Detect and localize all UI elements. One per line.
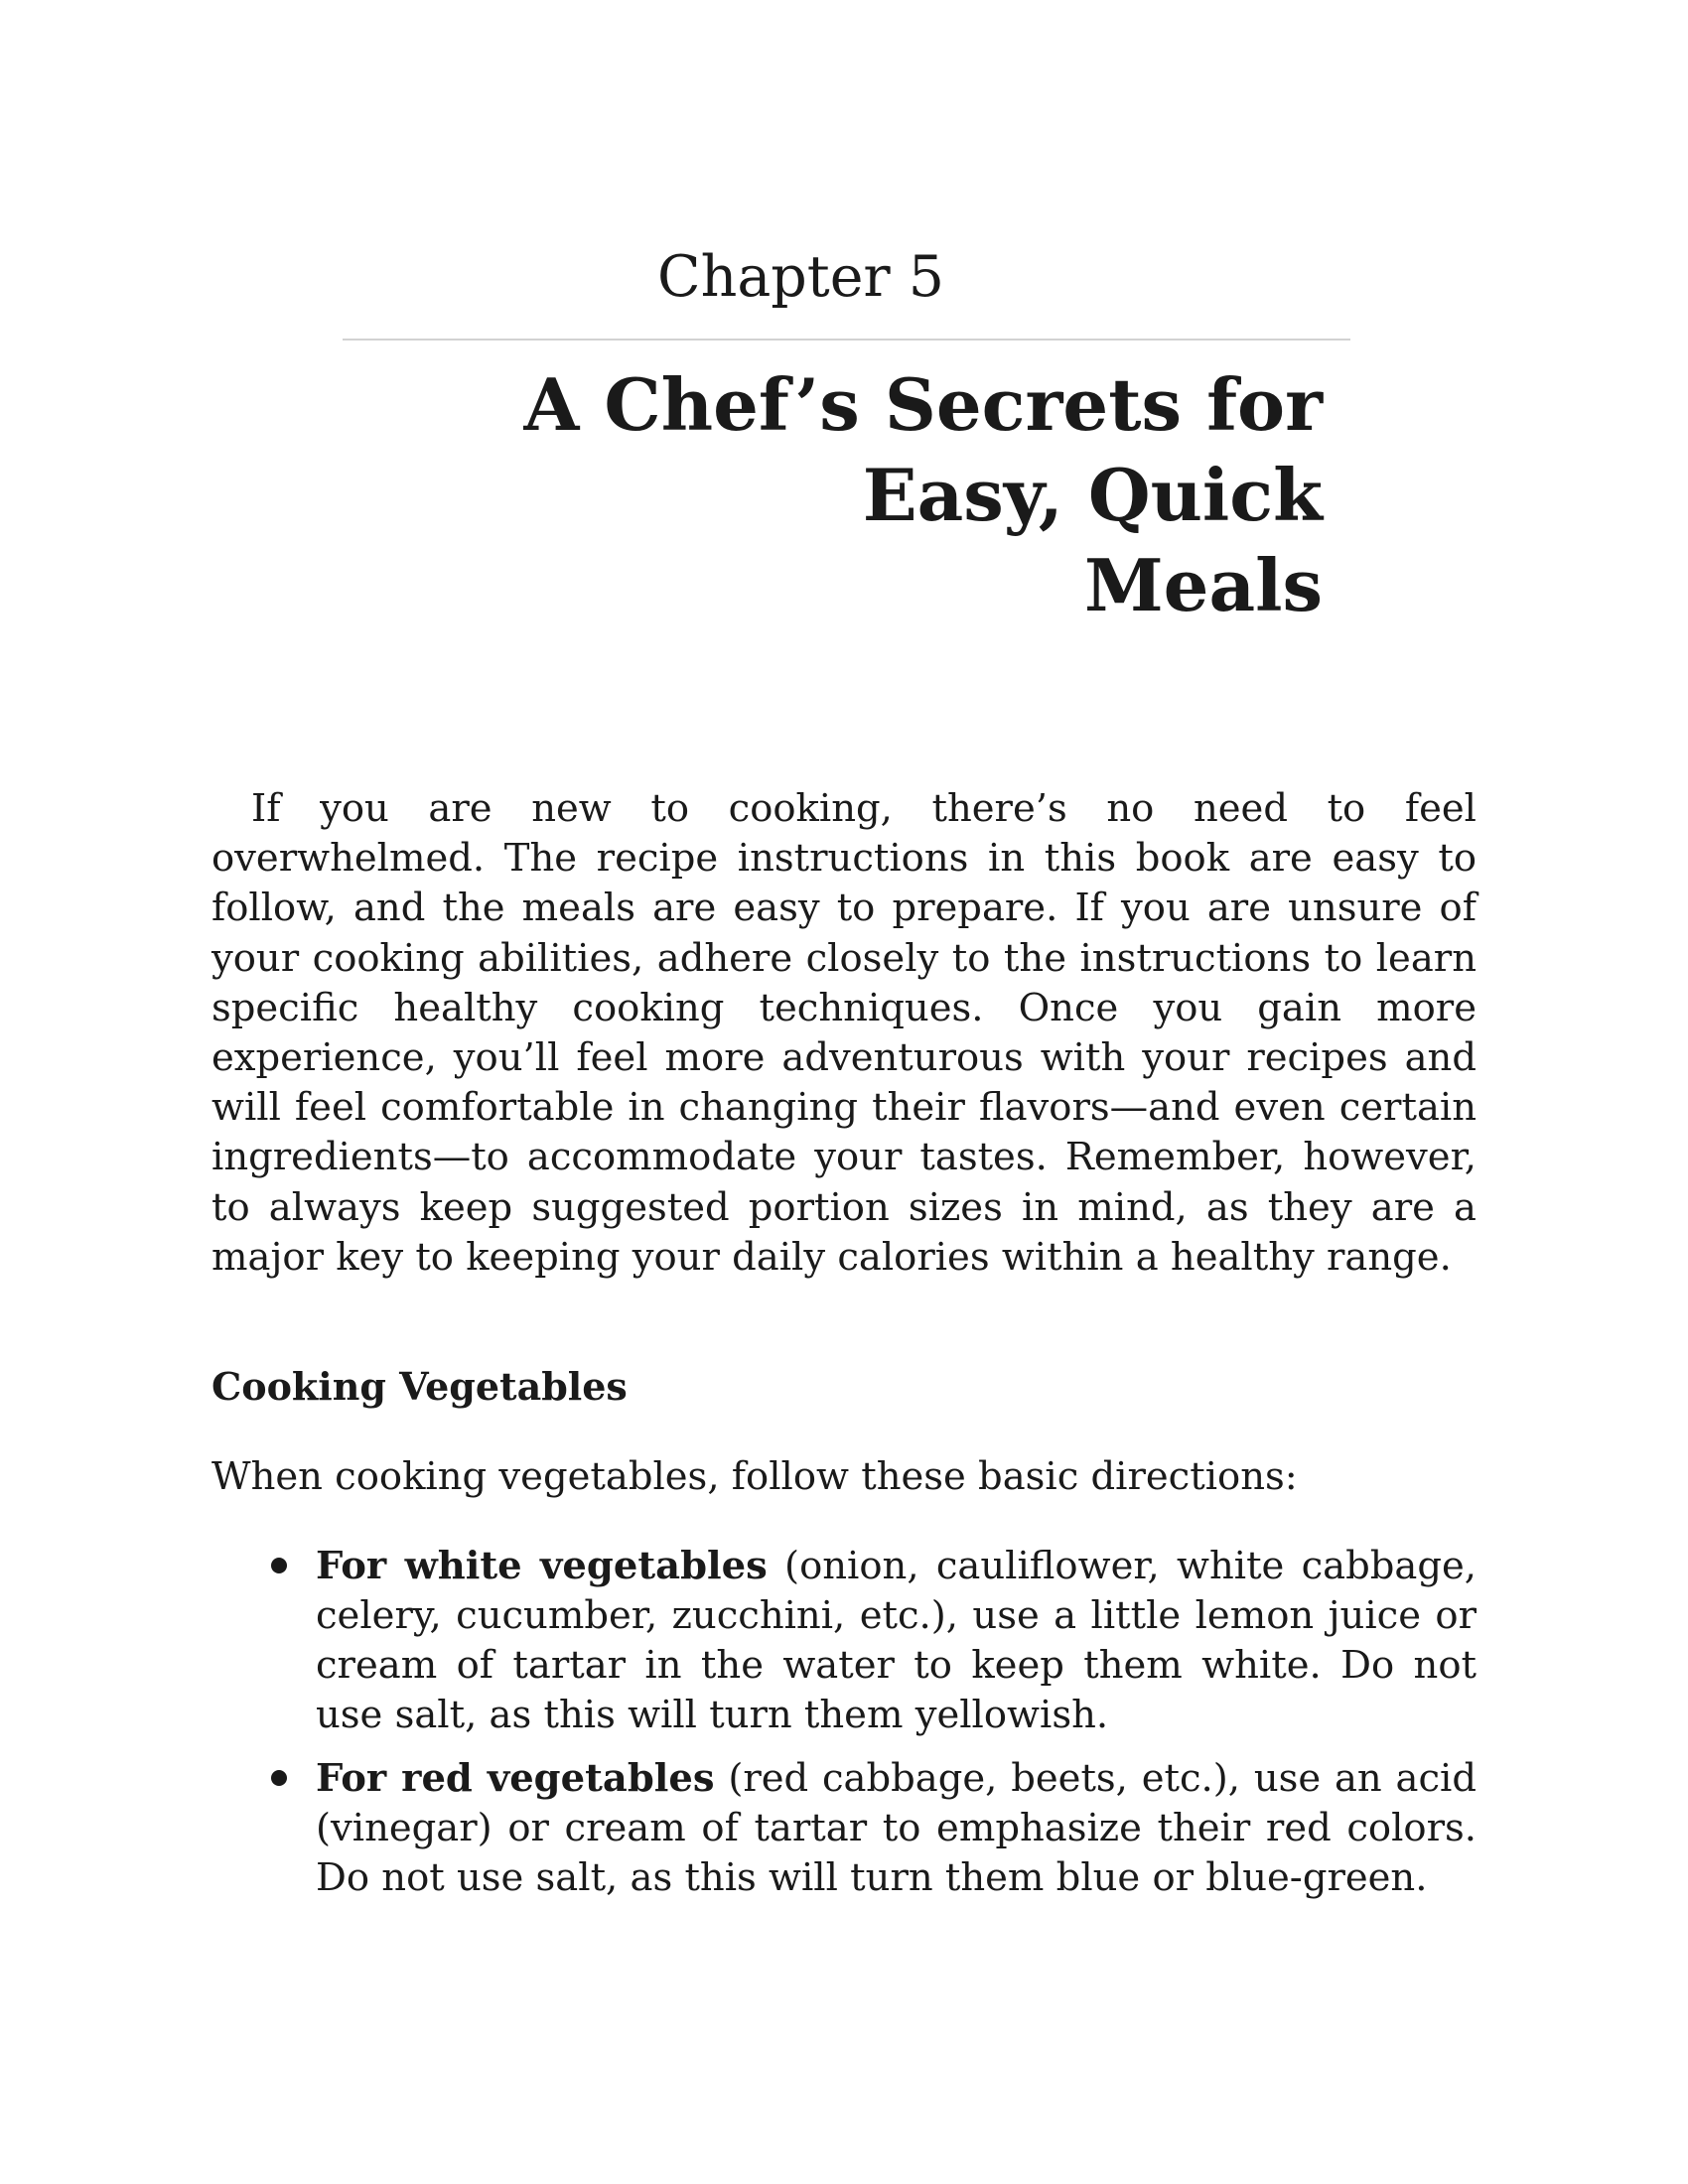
- list-item-text: (onion, cauliflower, white cabbage, celery, cucumber, zucchini, etc.), use a little lemon juice or cream of tartar in the water to keep them white. Do not use salt, as this will turn them yellowish.: [316, 1544, 1477, 1737]
- section-heading: Cooking Vegetables: [211, 1364, 628, 1409]
- intro-paragraph: If you are new to cooking, there’s no need to feel overwhelmed. The recipe instructions in this book are easy to follow, and the meals are easy to prepare. If you are unsure of your cooking abilities, adhere closely to the instructions to learn specific healthy cooking techniques. Once you gain more experience, you’ll feel more adventurous with your recipes and will feel comfortable in changing their flavors—and even certain ingredients—to accommodate your tastes. Remember, however, to always keep suggested portion sizes in mind, as they are a major key to keeping your daily calories within a healthy range.: [211, 786, 1477, 1280]
- chapter-divider: [343, 339, 1350, 341]
- list-item-text: (red cabbage, beets, etc.), use an acid (vinegar) or cream of tartar to emphasize their red colors. Do not use salt, as this will turn them blue or blue-green.: [316, 1756, 1477, 1900]
- chapter-title: [330, 359, 1323, 630]
- bullet-dot-icon: [271, 1558, 287, 1573]
- list-item: [316, 1542, 1477, 1740]
- list-item-bold: For white vegetables: [316, 1544, 768, 1588]
- chapter-title-line-1: A Chef’s Secrets for: [523, 362, 1323, 447]
- chapter-title-line-3: Meals: [1083, 543, 1323, 627]
- chapter-label: Chapter 5: [657, 244, 945, 310]
- section-lead: When cooking vegetables, follow these basic directions:: [211, 1454, 1298, 1499]
- chapter-title-line-2: Easy, Quick: [862, 453, 1323, 537]
- bullet-list: [316, 1542, 1477, 1917]
- list-item: [316, 1754, 1477, 1903]
- list-item-bold: For red vegetables: [316, 1756, 715, 1801]
- bullet-dot-icon: [271, 1770, 287, 1786]
